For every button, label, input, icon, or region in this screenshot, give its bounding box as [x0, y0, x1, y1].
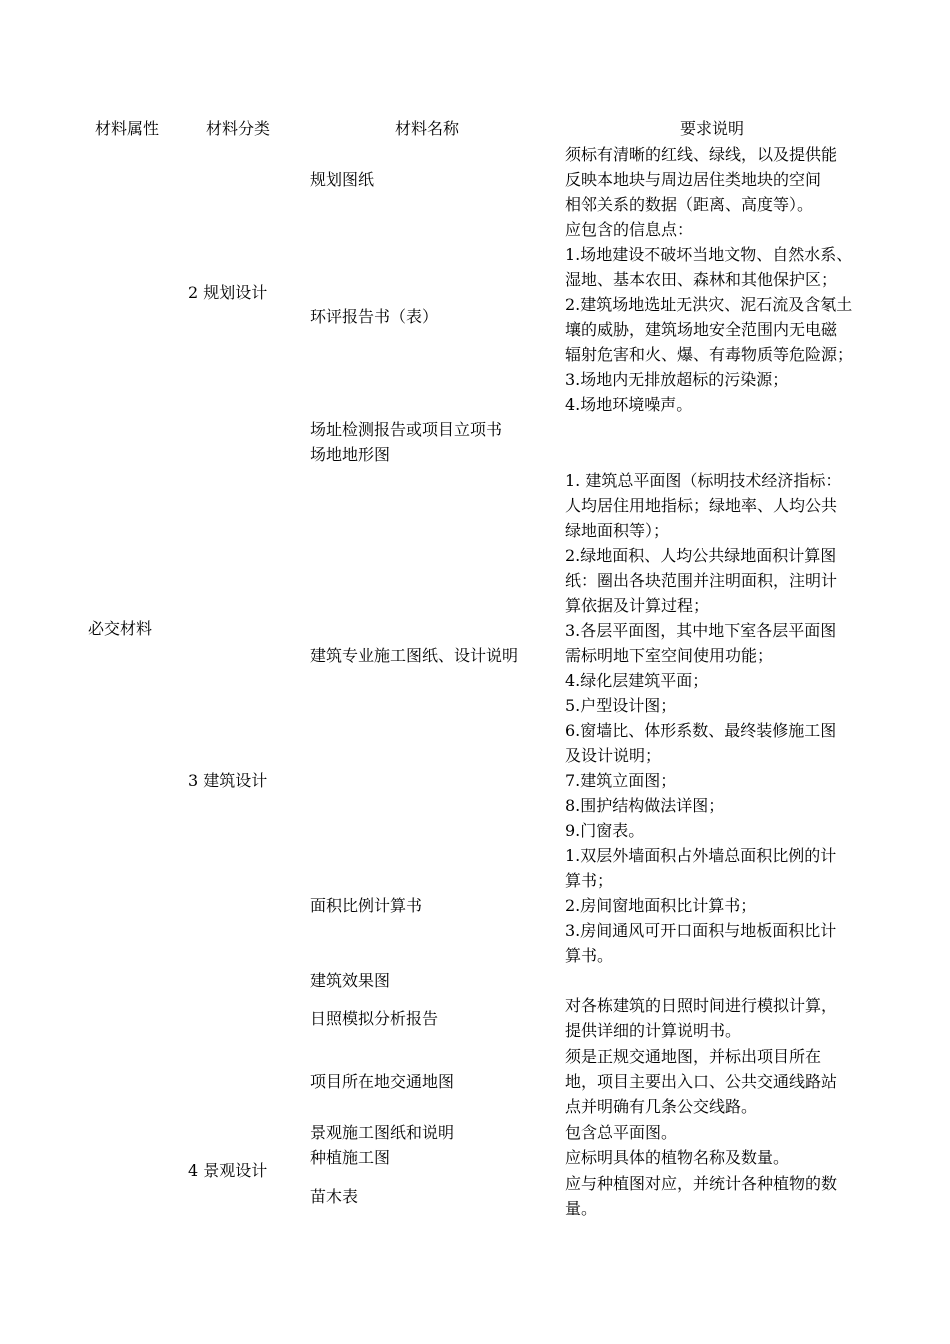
material-planning-drawings: 规划图纸	[310, 170, 375, 189]
requirement-line: 纸：圈出各块范围并注明面积，注明计	[565, 571, 838, 590]
requirement-line: 2.房间窗地面积比计算书；	[565, 896, 757, 915]
material-sunlight-report: 日照模拟分析报告	[310, 1009, 439, 1028]
requirement-line: 6.窗墙比、体形系数、最终装修施工图	[565, 721, 837, 740]
requirement-line: 提供详细的计算说明书。	[565, 1021, 742, 1040]
material-nursery: 苗木表	[310, 1187, 359, 1206]
requirement-line: 算书；	[565, 871, 614, 890]
requirement-line: 3.场地内无排放超标的污染源；	[565, 370, 789, 389]
requirement-eia-report	[565, 217, 875, 417]
requirement-line: 量。	[565, 1199, 598, 1218]
category-landscape: 4 景观设计	[188, 1161, 268, 1180]
header-attribute: 材料属性	[95, 119, 160, 138]
material-landscape-drawings: 景观施工图纸和说明	[310, 1123, 455, 1142]
requirement-line: 1.场地建设不破坏当地文物、自然水系、	[565, 245, 853, 264]
requirement-line: 人均居住用地指标；绿地率、人均公共	[565, 496, 838, 515]
category-architecture: 3 建筑设计	[188, 771, 268, 790]
requirement-line: 相邻关系的数据（距离、高度等）。	[565, 195, 814, 214]
requirement-line: 8.围护结构做法详图；	[565, 796, 725, 815]
material-attribute: 必交材料	[88, 619, 153, 638]
requirement-traffic-map	[565, 1044, 875, 1119]
header-material-name: 材料名称	[395, 119, 460, 138]
requirement-nursery	[565, 1171, 875, 1221]
requirement-line: 应标明具体的植物名称及数量。	[565, 1148, 790, 1167]
material-arch-drawings: 建筑专业施工图纸、设计说明	[310, 646, 519, 665]
requirement-line: 3.房间通风可开口面积与地板面积比计	[565, 921, 837, 940]
requirement-line: 须是正规交通地图，并标出项目所在	[565, 1047, 822, 1066]
requirement-line: 绿地面积等）；	[565, 521, 670, 540]
requirement-line: 7.建筑立面图；	[565, 771, 677, 790]
header-requirement: 要求说明	[680, 119, 745, 138]
requirement-line: 对各栋建筑的日照时间进行模拟计算，	[565, 996, 838, 1015]
requirement-line: 9.门窗表。	[565, 821, 645, 840]
material-site-topography: 场地地形图	[310, 445, 391, 464]
material-traffic-map: 项目所在地交通地图	[310, 1072, 455, 1091]
material-area-ratio: 面积比例计算书	[310, 896, 423, 915]
material-eia-report: 环评报告书（表）	[310, 307, 439, 326]
requirement-line: 点并明确有几条公交线路。	[565, 1097, 758, 1116]
requirement-line: 4.绿化层建筑平面；	[565, 671, 709, 690]
requirement-sunlight-report	[565, 993, 875, 1043]
requirement-line: 湿地、基本农田、森林和其他保护区；	[565, 270, 838, 289]
requirement-line: 算依据及计算过程；	[565, 596, 710, 615]
requirement-line: 须标有清晰的红线、绿线，以及提供能	[565, 145, 838, 164]
requirement-arch-drawings	[565, 468, 875, 843]
material-site-report: 场址检测报告或项目立项书	[310, 420, 503, 439]
header-category: 材料分类	[206, 119, 271, 138]
requirement-line: 需标明地下室空间使用功能；	[565, 646, 774, 665]
material-renderings: 建筑效果图	[310, 971, 391, 990]
requirement-planning-drawings	[565, 142, 875, 217]
requirement-line: 算书。	[565, 946, 614, 965]
category-planning: 2 规划设计	[188, 283, 268, 302]
requirement-planting	[565, 1145, 875, 1170]
requirement-line: 地，项目主要出入口、公共交通线路站	[565, 1072, 838, 1091]
requirement-area-ratio	[565, 843, 875, 968]
requirement-line: 及设计说明；	[565, 746, 662, 765]
requirement-line: 4.场地环境噪声。	[565, 395, 693, 414]
requirement-line: 1.双层外墙面积占外墙总面积比例的计	[565, 846, 837, 865]
requirement-line: 2.建筑场地选址无洪灾、泥石流及含氡土	[565, 295, 853, 314]
requirement-landscape-drawings	[565, 1120, 875, 1145]
requirement-line: 应与种植图对应，并统计各种植物的数	[565, 1174, 838, 1193]
requirement-line: 壤的威胁，建筑场地安全范围内无电磁	[565, 320, 838, 339]
requirement-line: 5.户型设计图；	[565, 696, 677, 715]
requirement-line: 包含总平面图。	[565, 1123, 678, 1142]
requirement-line: 反映本地块与周边居住类地块的空间	[565, 170, 822, 189]
requirement-line: 应包含的信息点：	[565, 220, 694, 239]
requirement-line: 2.绿地面积、人均公共绿地面积计算图	[565, 546, 837, 565]
requirement-line: 3.各层平面图，其中地下室各层平面图	[565, 621, 837, 640]
requirement-line: 辐射危害和火、爆、有毒物质等危险源；	[565, 345, 854, 364]
requirement-line: 1. 建筑总平面图（标明技术经济指标：	[565, 471, 842, 490]
material-planting: 种植施工图	[310, 1148, 391, 1167]
